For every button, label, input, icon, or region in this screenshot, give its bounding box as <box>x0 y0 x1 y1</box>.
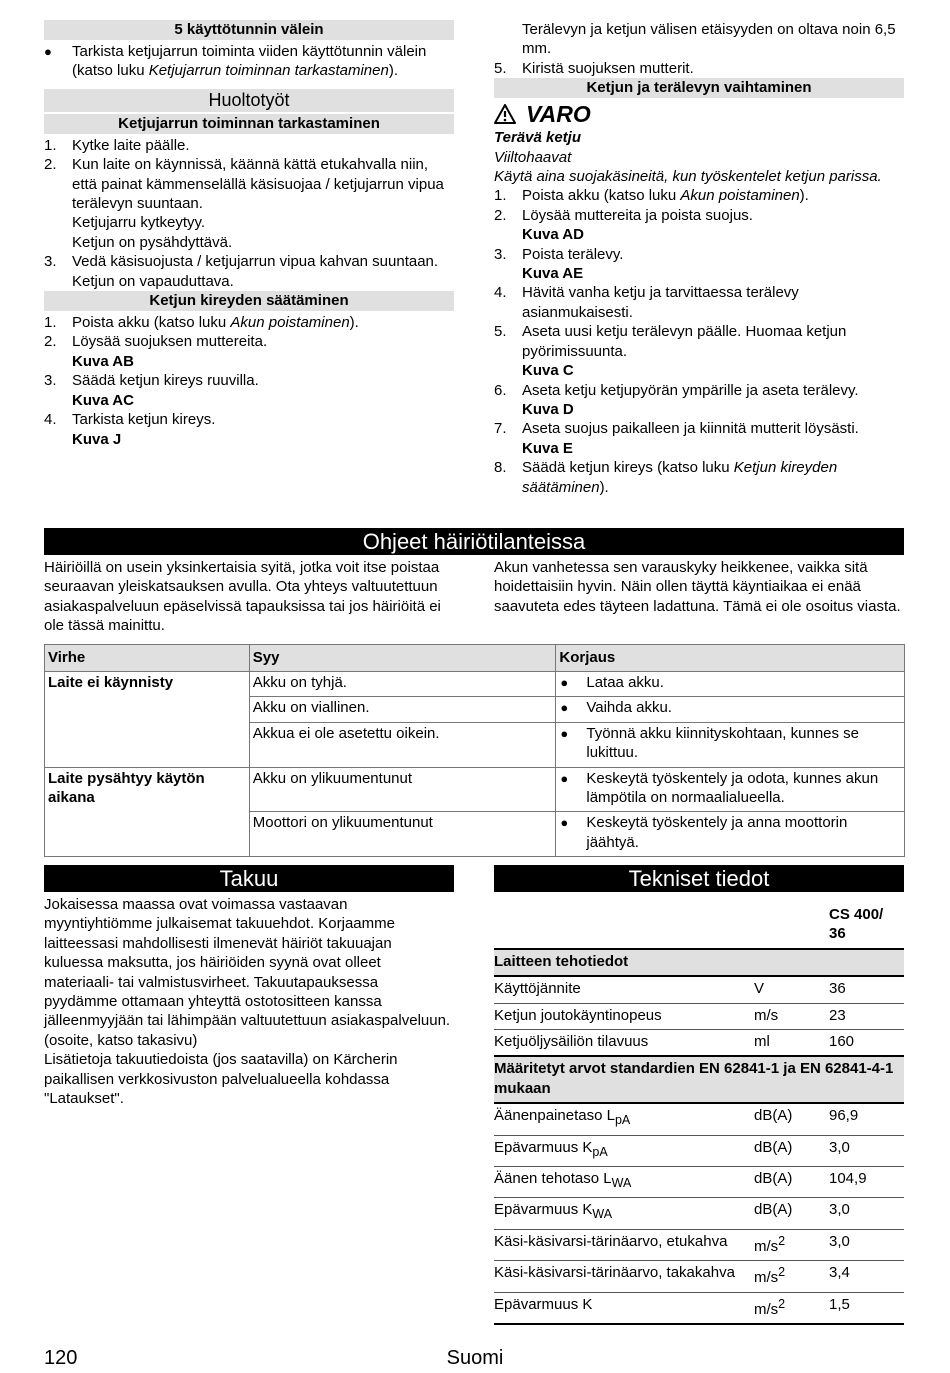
spec-unit-text: m/s <box>754 1269 779 1287</box>
step-text: Kytke laite päälle. <box>72 136 190 154</box>
step-text: Terälevyn ja ketjun välisen etäisyyden on oltava noin 6,5 mm. <box>522 21 896 58</box>
tension-step-1 <box>44 313 454 332</box>
warranty-paragraph: Lisätietoja takuutiedoista (jos saatavilla) on Kärcherin paikallisen verkkosivuston palvelualueella kohdassa "Lataukset". <box>44 1051 398 1108</box>
step-number: 1. <box>494 187 507 205</box>
step-text-end: ). <box>599 478 609 496</box>
chapter-reference: Ketjun kireyden säätäminen <box>522 459 838 496</box>
replace-step-2 <box>494 206 904 245</box>
step-number: 7. <box>494 420 507 438</box>
spec-name: Käyttöjännite <box>494 976 754 1003</box>
replace-step-8 <box>494 458 904 497</box>
heading-5-hours: 5 käyttötunnin välein <box>44 20 454 40</box>
tension-step-4 <box>44 410 454 449</box>
section-title-warranty: Takuu <box>44 865 454 892</box>
bullet-text-end: ). <box>388 62 398 80</box>
spec-name: Ketjuöljysäiliön tilavuus <box>494 1030 754 1057</box>
troubleshooting-intro: Häiriöillä on usein yksinkertaisia syitä, jotka voit itse poistaa seuraavan yleiskatsauksen avulla. Ota yhteys valtuutettuun asiakaspalveluun epäselvissä tapauksissa tai jos häiriöitä ei ole tässä mainittu. <box>44 559 441 635</box>
tension-step-2 <box>44 332 454 371</box>
spec-name <box>494 1167 754 1198</box>
step-number: 4. <box>44 411 57 429</box>
troubleshooting-table <box>44 644 905 857</box>
cause-cell: Akku on tyhjä. <box>249 672 556 697</box>
footer-language: Suomi <box>446 1347 504 1369</box>
step-3 <box>44 252 454 291</box>
right-column <box>494 20 904 497</box>
fix-cell: ● Lataa akku. <box>556 672 905 697</box>
table-header-row <box>494 903 904 949</box>
spec-unit: m/s <box>754 1003 829 1029</box>
spec-unit <box>754 1261 829 1292</box>
figure-reference: Kuva AD <box>522 226 584 244</box>
step-text-end: ). <box>799 187 809 205</box>
spec-value: 96,9 <box>829 1103 904 1135</box>
table-row <box>494 1198 904 1229</box>
group-title: Laitteen tehotiedot <box>494 949 904 976</box>
spec-unit: ml <box>754 1030 829 1057</box>
chapter-reference: Ketjujarrun toiminnan tarkastaminen <box>148 62 389 80</box>
group-title: Määritetyt arvot standardien EN 62841-1 ja EN 62841-4-1 mukaan <box>494 1056 904 1103</box>
tension-step-5 <box>494 59 904 78</box>
spec-subscript: WA <box>592 1207 613 1222</box>
spec-subscript: pA <box>592 1144 608 1159</box>
section-title-technical-data: Tekniset tiedot <box>494 865 904 892</box>
spec-name: Käsi-käsivarsi-tärinäarvo, etukahva <box>494 1229 754 1260</box>
warranty-text <box>44 895 454 1108</box>
step-number: 2. <box>44 156 57 174</box>
step-text: Aseta ketju ketjupyörän ympärille ja aseta terälevy. <box>522 381 859 399</box>
replace-step-7 <box>494 419 904 458</box>
step-number: 3. <box>494 245 507 263</box>
spec-value: 3,4 <box>829 1261 904 1292</box>
step-text: Säädä ketjun kireys (katso luku <box>522 459 734 477</box>
warning-title: VARO <box>526 101 591 128</box>
spec-unit: dB(A) <box>754 1167 829 1198</box>
cause-cell: Akkua ei ole asetettu oikein. <box>249 722 556 767</box>
figure-reference: Kuva D <box>522 400 574 418</box>
spec-subscript: WA <box>611 1176 632 1191</box>
step-result: Ketjujarru kytkeytyy. <box>72 214 206 232</box>
spec-name: Käsi-käsivarsi-tärinäarvo, takakahva <box>494 1261 754 1292</box>
spec-name-text: Äänen tehotaso L <box>494 1170 612 1188</box>
step-text: Poista akku (katso luku <box>522 187 681 205</box>
spec-value: 160 <box>829 1030 904 1057</box>
table-row <box>494 1229 904 1260</box>
battery-aging-note: Akun vanhetessa sen varauskyky heikkenee, vaikka sitä hoidettaisiin hyvin. Näin ollen täyttä käyntiaikaa ei enää saavuteta edes täyteen ladattuna. Tämä ei ole osoitus viasta. <box>494 559 901 615</box>
spec-unit <box>754 1292 829 1324</box>
replace-step-6 <box>494 381 904 420</box>
table-row <box>494 1167 904 1198</box>
spec-unit-text: m/s <box>754 1300 779 1318</box>
replace-step-4 <box>494 283 904 322</box>
chapter-reference: Akun poistaminen <box>680 187 800 205</box>
fix-cell: ● Keskeytä työskentely ja anna moottorin jäähtyä. <box>556 812 905 857</box>
step-text: Aseta uusi ketju terälevyn päälle. Huomaa ketjun pyörimissuunta. <box>522 323 847 360</box>
spec-name <box>494 903 754 949</box>
section-title-troubleshooting: Ohjeet häiriötilanteissa <box>44 528 904 555</box>
spec-value: 3,0 <box>829 1198 904 1229</box>
spec-value: 104,9 <box>829 1167 904 1198</box>
step-text-end: ). <box>349 314 359 332</box>
step-number: 6. <box>494 381 507 399</box>
spec-name <box>494 1103 754 1135</box>
spec-unit: V <box>754 976 829 1003</box>
step-text: Säädä ketjun kireys ruuvilla. <box>72 372 259 390</box>
table-row <box>45 672 905 697</box>
step-text: Löysää muttereita ja poista suojus. <box>522 206 753 224</box>
step-number: 3. <box>44 253 57 271</box>
table-row <box>494 1003 904 1029</box>
spec-unit: dB(A) <box>754 1135 829 1166</box>
cause-cell: Moottori on ylikuumentunut <box>249 812 556 857</box>
table-row <box>494 1103 904 1135</box>
spec-value: 23 <box>829 1003 904 1029</box>
step-number: 5. <box>494 59 507 77</box>
error-cell: Laite pysähtyy käytön aikana <box>45 767 250 857</box>
spec-superscript: 2 <box>778 1265 786 1280</box>
table-row <box>494 976 904 1003</box>
bullet-5-hours <box>44 42 454 81</box>
step-result: Ketjun on pysähdyttävä. <box>72 233 233 251</box>
model-name: CS 400/ 36 <box>829 903 904 949</box>
spec-value: 3,0 <box>829 1229 904 1260</box>
spec-value: 36 <box>829 976 904 1003</box>
table-row <box>494 1030 904 1057</box>
table-row <box>494 1292 904 1324</box>
warranty-paragraph: Jokaisessa maassa ovat voimassa vastaavan myyntiyhtiömme julkaisemat takuuehdot. Korjaamme laitteessasi mahdollisesti ilmenevät häiriöt takuuajan kuluessa maksutta, jos häiriöiden syynä ovat olleet materiaali- tai valmistusvirheet. Takuutapauksessa pyydämme ottamaan yhteyttä ostotositteen kanssa jälleenmyyjään tai lähimpään valtuutettuun asiakaspalveluun. <box>44 896 451 1030</box>
technical-data-table <box>494 903 904 1325</box>
spec-name <box>494 1135 754 1166</box>
spec-unit: dB(A) <box>754 1198 829 1229</box>
left-column <box>44 20 454 449</box>
spec-unit <box>754 1229 829 1260</box>
step-number: 5. <box>494 323 507 341</box>
spec-unit-text: m/s <box>754 1237 779 1255</box>
step-text: Aseta suojus paikalleen ja kiinnitä mutterit löysästi. <box>522 420 859 438</box>
warranty-address-note: (osoite, katso takasivu) <box>44 1031 198 1049</box>
warning-heading <box>494 100 904 128</box>
spec-value: 1,5 <box>829 1292 904 1324</box>
spec-subscript: pA <box>614 1113 631 1128</box>
step-text: Vedä käsisuojusta / ketjujarrun vipua kahvan suuntaan. <box>72 253 439 271</box>
tension-step-3 <box>44 371 454 410</box>
tension-step-4-continued <box>494 20 904 59</box>
spec-superscript: 2 <box>778 1296 786 1311</box>
spec-name: Ketjun joutokäyntinopeus <box>494 1003 754 1029</box>
warning-triangle-icon <box>494 104 516 124</box>
spec-unit <box>754 903 829 949</box>
heading-chain-replacement: Ketjun ja terälevyn vaihtaminen <box>494 78 904 98</box>
cause-cell: Akku on ylikuumentunut <box>249 767 556 812</box>
step-text: Kiristä suojuksen mutterit. <box>522 59 694 77</box>
replace-step-1 <box>494 186 904 205</box>
table-row <box>494 1135 904 1166</box>
figure-reference: Kuva E <box>522 439 573 457</box>
heading-chain-tension: Ketjun kireyden säätäminen <box>44 291 454 311</box>
heading-maintenance: Huoltotyöt <box>44 89 454 112</box>
column-header: Virhe <box>45 645 250 672</box>
warning-instruction: Käytä aina suojakäsineitä, kun työskentelet ketjun parissa. <box>494 168 882 186</box>
group-header <box>494 1056 904 1103</box>
heading-chain-brake-check: Ketjujarrun toiminnan tarkastaminen <box>44 114 454 134</box>
step-text: Poista akku (katso luku <box>72 314 231 332</box>
spec-unit: dB(A) <box>754 1103 829 1135</box>
warning-consequence: Viiltohaavat <box>494 148 572 166</box>
figure-reference: Kuva AC <box>72 391 134 409</box>
step-number: 2. <box>494 206 507 224</box>
step-text: Hävitä vanha ketju ja tarvittaessa terälevy asianmukaisesti. <box>522 284 799 321</box>
table-row <box>45 767 905 812</box>
column-header: Korjaus <box>556 645 905 672</box>
figure-reference: Kuva AB <box>72 352 134 370</box>
figure-reference: Kuva AE <box>522 265 584 283</box>
step-number: 8. <box>494 459 507 477</box>
page-number: 120 <box>44 1347 78 1369</box>
step-number: 1. <box>44 136 57 154</box>
step-number: 4. <box>494 284 507 302</box>
group-header <box>494 949 904 976</box>
figure-reference: Kuva C <box>522 362 574 380</box>
warning-subject: Terävä ketju <box>494 129 581 147</box>
spec-name-text: Äänenpainetaso L <box>494 1107 615 1125</box>
table-row <box>494 1261 904 1292</box>
cause-cell: Akku on viallinen. <box>249 697 556 722</box>
step-text: Kun laite on käynnissä, käännä kättä etukahvalla niin, että painat kämmenselällä käsisuojaa / ketjujarrun vipua terälevyn suuntaan. <box>72 156 444 213</box>
column-header: Syy <box>249 645 556 672</box>
step-number: 2. <box>44 333 57 351</box>
spec-value: 3,0 <box>829 1135 904 1166</box>
step-text: Tarkista ketjun kireys. <box>72 411 216 429</box>
step-text: Poista terälevy. <box>522 245 624 263</box>
error-cell: Laite ei käynnisty <box>45 672 250 768</box>
replace-step-3 <box>494 245 904 284</box>
step-text: Löysää suojuksen muttereita. <box>72 333 268 351</box>
bullet-text: Tarkista ketjujarrun toiminta viiden käyttötunnin välein (katso luku <box>72 43 427 80</box>
spec-name-text: Epävarmuus K <box>494 1201 593 1219</box>
spec-name-text: Epävarmuus K <box>494 1138 593 1156</box>
fix-cell: ● Työnnä akku kiinnityskohtaan, kunnes se lukittuu. <box>556 722 905 767</box>
fix-cell: ● Keskeytä työskentely ja odota, kunnes akun lämpötila on normaalialueella. <box>556 767 905 812</box>
spec-name <box>494 1198 754 1229</box>
step-number: 3. <box>44 372 57 390</box>
table-header-row <box>45 645 905 672</box>
replace-step-5 <box>494 322 904 380</box>
chapter-reference: Akun poistaminen <box>230 314 350 332</box>
spec-superscript: 2 <box>778 1233 786 1248</box>
step-number: 1. <box>44 314 57 332</box>
step-2 <box>44 155 454 252</box>
step-1 <box>44 136 454 155</box>
figure-reference: Kuva J <box>72 430 122 448</box>
fix-cell: ● Vaihda akku. <box>556 697 905 722</box>
step-result: Ketjun on vapauduttava. <box>72 272 234 290</box>
spec-name: Epävarmuus K <box>494 1292 754 1324</box>
